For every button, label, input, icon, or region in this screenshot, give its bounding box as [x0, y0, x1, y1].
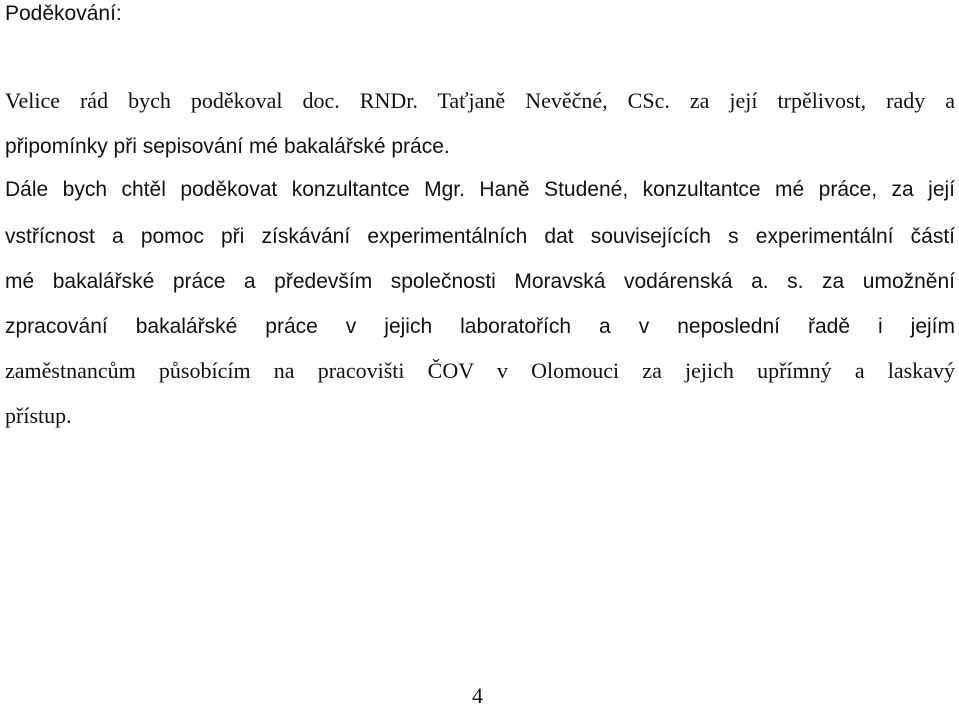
text-line-6: zpracování bakalářské práce v jejich laboratořích a v neposlední řadě i jejím: [5, 315, 955, 338]
text-line-1: Velice rád bych poděkoval doc. RNDr. Taťjaně Nevěčné, CSc. za její trpělivost, rady a: [5, 88, 955, 113]
page-heading: Poděkování:: [5, 2, 122, 25]
page-number: 4: [472, 683, 483, 708]
text-line-5: mé bakalářské práce a především společnosti Moravská vodárenská a. s. za umožnění: [5, 270, 955, 293]
text-line-4: vstřícnost a pomoc při získávání experimentálních dat souvisejících s experimentální částí: [5, 225, 955, 248]
text-line-7: zaměstnancům působícím na pracovišti ČOV v Olomouci za jejich upřímný a laskavý: [5, 358, 955, 383]
text-line-3: Dále bych chtěl poděkovat konzultantce Mgr. Haně Studené, konzultantce mé práce, za její: [5, 178, 955, 201]
text-line-8: přístup.: [5, 403, 72, 428]
text-line-2: připomínky při sepisování mé bakalářské práce.: [5, 135, 450, 158]
